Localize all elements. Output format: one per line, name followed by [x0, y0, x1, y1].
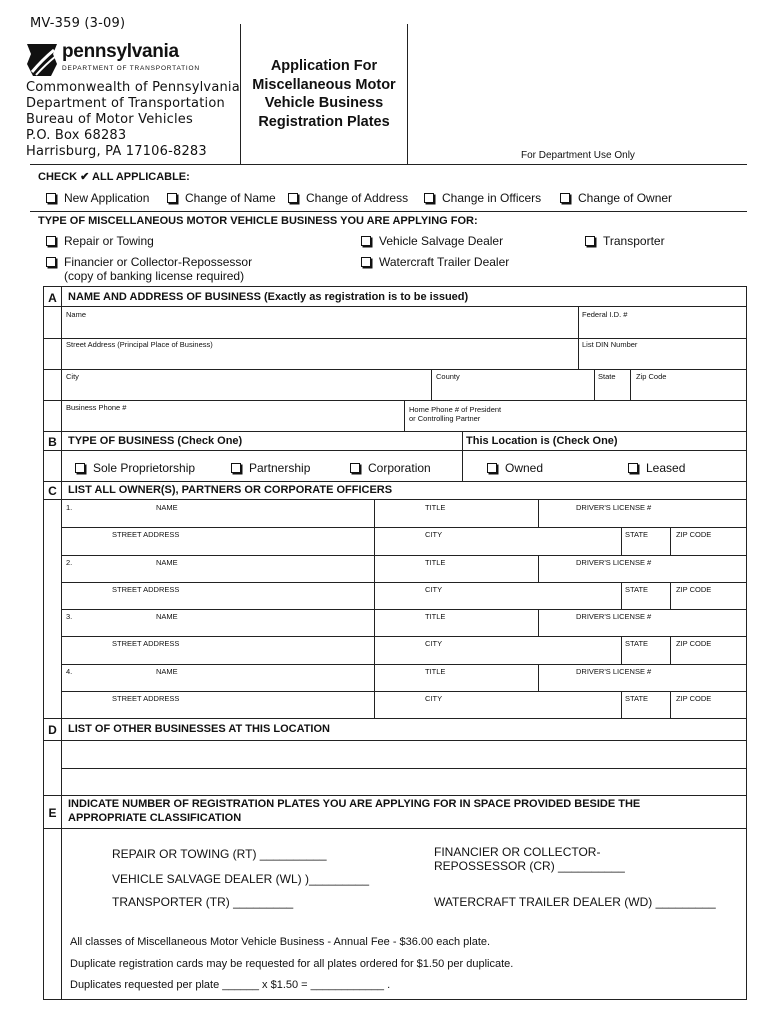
street-address-field[interactable] [62, 350, 577, 368]
checkbox-icon [628, 463, 638, 473]
vehicle-salvage-checkbox[interactable] [361, 234, 503, 248]
county-field[interactable] [432, 382, 593, 399]
federal-id-label: Federal I.D. # [582, 310, 628, 319]
partnership-checkbox[interactable] [231, 461, 310, 475]
option-label: Change of Name [185, 191, 276, 205]
owner-license-field[interactable] [539, 676, 746, 690]
owner-title-label: TITLE [425, 612, 446, 621]
checkbox-icon [46, 257, 56, 267]
option-label: New Application [64, 191, 150, 205]
owner-name-field[interactable] [62, 621, 373, 635]
owner-license-label: DRIVER'S LICENSE # [576, 612, 652, 621]
owner-name-label: NAME [156, 503, 178, 512]
owner-street-label: STREET ADDRESS [112, 693, 180, 703]
owner-title-field[interactable] [375, 512, 537, 526]
logo-name: pennsylvania [62, 41, 179, 62]
owner-number: 3. [66, 612, 73, 621]
owner-zip-field[interactable] [671, 594, 746, 608]
title-line: Miscellaneous Motor [252, 76, 396, 93]
owner-license-label: DRIVER'S LICENSE # [576, 557, 652, 567]
checkbox-icon [585, 236, 595, 246]
owner-name-field[interactable] [62, 676, 373, 690]
row-line [61, 664, 747, 665]
home-phone-label-2: or Controlling Partner [409, 414, 481, 423]
watercraft-plates[interactable]: WATERCRAFT TRAILER DEALER (WD) _________ [434, 895, 716, 909]
address-line: Bureau of Motor Vehicles [26, 112, 193, 127]
owner-state-label: STATE [625, 584, 649, 594]
owner-state-field[interactable] [622, 539, 669, 553]
section-c-heading: LIST ALL OWNER(S), PARTNERS OR CORPORATE OFFICERS [68, 484, 393, 496]
section-e-letter: E [48, 806, 57, 820]
owner-number: 1. [66, 503, 73, 512]
change-of-address-checkbox[interactable] [288, 191, 408, 205]
duplicate-note: Duplicate registration cards may be requested for all plates ordered for $1.50 per duplicate. [70, 958, 514, 970]
address-line: Harrisburg, PA 17106-8283 [26, 144, 207, 159]
owner-title-label: TITLE [425, 557, 446, 567]
checkbox-icon [424, 193, 434, 203]
owner-city-field[interactable] [375, 648, 620, 662]
row-line [43, 795, 747, 796]
repair-towing-plates[interactable]: REPAIR OR TOWING (RT) __________ [112, 847, 327, 861]
owner-state-label: STATE [625, 639, 649, 648]
row-line [43, 499, 747, 500]
name-label: Name [66, 310, 87, 319]
owner-license-field[interactable] [539, 567, 746, 581]
city-field[interactable] [62, 382, 430, 399]
owner-title-label: TITLE [425, 503, 446, 512]
owner-license-field[interactable] [539, 512, 746, 526]
checkbox-icon [487, 463, 497, 473]
section-d-letter: D [48, 723, 57, 737]
option-label: Change of Address [306, 191, 409, 205]
option-label: Change of Owner [578, 191, 673, 205]
owner-zip-field[interactable] [671, 539, 746, 553]
federal-id-field[interactable] [579, 320, 746, 337]
option-label: Repair or Towing [64, 234, 154, 248]
owner-city-field[interactable] [375, 594, 620, 608]
annual-fee-note: All classes of Miscellaneous Motor Vehicle Business - Annual Fee - $36.00 each plate. [70, 936, 491, 948]
section-a-heading: NAME AND ADDRESS OF BUSINESS (Exactly as registration is to be issued) [68, 291, 469, 303]
option-label: Leased [646, 461, 686, 475]
option-label: Watercraft Trailer Dealer [379, 255, 510, 269]
owner-title-label: TITLE [425, 666, 446, 676]
owner-license-field[interactable] [539, 621, 746, 635]
agency-address [26, 80, 240, 160]
address-line: P.O. Box 68283 [26, 128, 127, 143]
owner-city-label: CITY [425, 584, 443, 594]
check-all-heading: CHECK ✔ ALL APPLICABLE: [38, 171, 190, 183]
divider [30, 211, 747, 212]
owner-name-label: NAME [156, 612, 178, 621]
form-title [241, 57, 407, 131]
row-line [43, 828, 747, 829]
option-label: Partnership [249, 461, 311, 475]
row-line [61, 582, 747, 583]
state-field[interactable] [595, 382, 629, 399]
checkbox-icon [560, 193, 570, 203]
change-of-name-checkbox[interactable] [167, 191, 276, 205]
business-type-heading: TYPE OF MISCELLANEOUS MOTOR VEHICLE BUSINESS YOU ARE APPLYING FOR: [38, 215, 478, 227]
keystone-icon [24, 42, 60, 78]
owner-license-label: DRIVER'S LICENSE # [576, 503, 652, 512]
title-line: Application For [270, 58, 378, 74]
financier-plates[interactable]: REPOSSESSOR (CR) __________ [434, 859, 625, 873]
row-line [43, 306, 747, 307]
checkbox-icon [361, 257, 371, 267]
divider [30, 164, 747, 165]
owner-state-label: STATE [625, 693, 649, 703]
business-name-field[interactable] [62, 320, 577, 337]
corporation-checkbox[interactable] [350, 461, 431, 475]
change-in-officers-checkbox[interactable] [424, 191, 541, 205]
checkbox-icon [288, 193, 298, 203]
owner-license-label: DRIVER'S LICENSE # [576, 666, 652, 676]
option-label: Vehicle Salvage Dealer [379, 234, 504, 248]
financier-note: (copy of banking license required) [64, 269, 245, 283]
owner-zip-label: ZIP CODE [676, 584, 712, 594]
row-line [61, 691, 747, 692]
change-of-owner-checkbox[interactable] [560, 191, 672, 205]
checkbox-icon [231, 463, 241, 473]
owner-title-field[interactable] [375, 621, 537, 635]
owner-title-field[interactable] [375, 567, 537, 581]
zip-label: Zip Code [636, 372, 667, 381]
transporter-checkbox[interactable] [585, 234, 665, 248]
owner-street-field[interactable] [62, 648, 373, 662]
row-line [61, 527, 747, 528]
checkbox-icon [46, 236, 56, 246]
street-label: Street Address (Principal Place of Business) [66, 340, 213, 349]
zip-field[interactable] [631, 382, 746, 399]
owner-state-label: STATE [625, 530, 649, 539]
owner-city-field[interactable] [375, 539, 620, 553]
watercraft-checkbox[interactable] [361, 255, 509, 269]
repair-towing-checkbox[interactable] [46, 234, 154, 248]
option-label: Sole Proprietorship [93, 461, 196, 475]
owner-street-label: STREET ADDRESS [112, 639, 180, 648]
financier-checkbox[interactable] [46, 255, 252, 269]
sole-proprietorship-checkbox[interactable] [75, 461, 195, 475]
new-application-checkbox[interactable] [46, 191, 149, 205]
row-line [43, 481, 747, 482]
section-d-heading: LIST OF OTHER BUSINESSES AT THIS LOCATION [68, 723, 330, 735]
other-business-field-2[interactable] [62, 769, 746, 795]
owner-name-label: NAME [156, 666, 178, 676]
home-phone-label: Home Phone # of President [409, 405, 502, 414]
owner-city-label: CITY [425, 530, 443, 539]
owner-zip-label: ZIP CODE [676, 639, 712, 648]
penndot-logo [24, 42, 60, 83]
owner-name-field[interactable] [62, 567, 373, 581]
row-line [61, 636, 747, 637]
owner-zip-field[interactable] [671, 648, 746, 662]
section-b-heading: TYPE OF BUSINESS (Check One) [68, 435, 243, 447]
state-label: State [598, 372, 616, 381]
din-label: List DIN Number [582, 340, 638, 349]
location-heading: This Location is (Check One) [466, 435, 618, 447]
owner-state-field[interactable] [622, 703, 669, 717]
row-line [61, 609, 747, 610]
checkbox-icon [350, 463, 360, 473]
row-line [61, 555, 747, 556]
checkbox-icon [75, 463, 85, 473]
cell-divider [404, 400, 405, 431]
owner-street-field[interactable] [62, 703, 373, 717]
duplicate-calculation[interactable]: Duplicates requested per plate ______ x $1.50 = ____________ . [70, 979, 391, 991]
address-line: Commonwealth of Pennsylvania [26, 80, 240, 95]
row-line [43, 338, 747, 339]
option-label: Owned [505, 461, 544, 475]
owner-zip-label: ZIP CODE [676, 530, 712, 539]
section-b-letter: B [48, 435, 57, 449]
row-line [43, 450, 747, 451]
owner-zip-label: ZIP CODE [676, 693, 712, 703]
owner-street-field[interactable] [62, 539, 373, 553]
county-label: County [436, 372, 460, 381]
owner-state-field[interactable] [622, 594, 669, 608]
din-field[interactable] [579, 350, 746, 368]
owner-state-field[interactable] [622, 648, 669, 662]
owner-city-label: CITY [425, 639, 443, 648]
logo-subtitle: DEPARTMENT OF TRANSPORTATION [62, 65, 200, 72]
owner-name-field[interactable] [62, 512, 373, 526]
owner-title-field[interactable] [375, 676, 537, 690]
header-divider [407, 24, 408, 164]
owner-number: 2. [66, 557, 73, 567]
owner-zip-field[interactable] [671, 703, 746, 717]
title-line: Vehicle Business [264, 95, 384, 111]
city-label: City [66, 372, 79, 381]
owner-number: 4. [66, 666, 73, 676]
form-id: MV-359 (3-09) [30, 16, 126, 31]
row-line [43, 400, 747, 401]
section-e-heading [68, 797, 640, 825]
section-c-letter: C [48, 484, 57, 498]
leased-checkbox[interactable] [628, 461, 685, 475]
owner-city-label: CITY [425, 693, 443, 703]
transporter-plates[interactable]: TRANSPORTER (TR) _________ [112, 895, 294, 909]
row-line [43, 718, 747, 719]
salvage-dealer-plates[interactable]: VEHICLE SALVAGE DEALER (WL) )_________ [112, 872, 370, 886]
row-line [43, 369, 747, 370]
owner-city-field[interactable] [375, 703, 620, 717]
owned-checkbox[interactable] [487, 461, 543, 475]
address-line: Department of Transportation [26, 96, 225, 111]
business-phone-label: Business Phone # [66, 403, 127, 412]
home-phone-field[interactable] [495, 413, 746, 430]
cell-divider [462, 431, 463, 481]
heading-line: APPROPRIATE CLASSIFICATION [68, 812, 242, 824]
section-a-letter: A [48, 291, 57, 305]
option-label: Change in Officers [442, 191, 542, 205]
checkbox-icon [167, 193, 177, 203]
row-line [43, 431, 747, 432]
option-label: Financier or Collector-Repossessor [64, 255, 253, 269]
heading-line: INDICATE NUMBER OF REGISTRATION PLATES YOU ARE APPLYING FOR IN SPACE PROVIDED BESIDE THE [68, 798, 641, 810]
option-label: Transporter [603, 234, 665, 248]
option-label: Corporation [368, 461, 431, 475]
checkbox-icon [46, 193, 56, 203]
business-phone-field[interactable] [62, 413, 403, 430]
department-use-label: For Department Use Only [521, 150, 635, 161]
owner-street-label: STREET ADDRESS [112, 530, 180, 539]
title-line: Registration Plates [258, 113, 390, 130]
owner-street-label: STREET ADDRESS [112, 584, 180, 594]
owner-name-label: NAME [156, 557, 178, 567]
financier-plates-label: FINANCIER OR COLLECTOR- [434, 845, 601, 859]
checkbox-icon [361, 236, 371, 246]
owner-street-field[interactable] [62, 594, 373, 608]
other-business-field-1[interactable] [62, 741, 746, 767]
